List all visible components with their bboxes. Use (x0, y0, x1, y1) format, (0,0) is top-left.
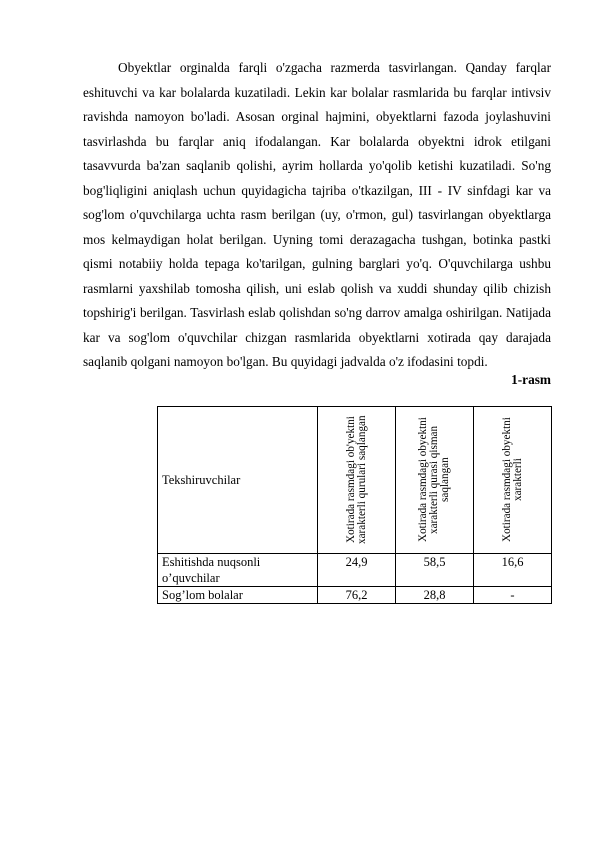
table-row (158, 587, 552, 604)
column-header (318, 407, 396, 554)
table-cell: 28,8 (396, 587, 474, 604)
table-cell: 58,5 (396, 554, 474, 587)
table-cell: 24,9 (318, 554, 396, 587)
table-header-row (158, 407, 552, 554)
table-row (158, 554, 552, 587)
figure-label: 1-rasm (511, 372, 551, 387)
column-header (474, 407, 552, 554)
column-header-text: Xotirada rasmdagi obyektni xarakterli qurasi qisman saqlangan (417, 417, 452, 543)
results-table (157, 406, 552, 604)
table-cell: - (474, 587, 552, 604)
column-header-text: Xotirada rasmdagi ob'yektni xarakterli qurulari saqlangan (344, 415, 368, 545)
body-paragraph: Obyektlar orginalda farqli o'zgacha razmerda tasvirlangan. Qanday farqlar eshituvchi va kar bolalarda kuzatiladi. Lekin kar bolalar rasmlarida bu farqlar intivsiv ravishda namoyon bo'ladi. Asosan orginal hajmini, obyektlarni fazoda joylashuvini tasvirlashda bu farqlar aniq ifodalangan. Kar bolalarda obyektni idrok etilgani tasavvurda ba'zan saqlanib qolishi, ayrim hollarda yo'qolib ketishi kuzatiladi. So'ng bog'liqligini aniqlash uchun quyidagicha tajriba o'tkazilgan, III - IV sinfdagi kar va sog'lom o'quvchilarga uchta rasm berilgan (uy, o'rmon, gul) tasvirlangan obyektlarga mos kelmaydigan holat berilgan. Uyning tomi derazagacha tushgan, botinka pastki qismi notabiiy holda tepaga ko'tarilgan, gulning barglari yo'q. O'quvchilarga ushbu rasmlarni yaxshilab tomosha qilish, uni eslab qolish va xuddi shunday qilib chizish topshirig'i berilgan. Tasvirlash eslab qolishdan so'ng darrov amalga oshirilgan. Natijada kar va sog'lom o'quvchilar chizgan rasmlarida obyektlarni xotirada qay darajada saqlanib qolgani namoyon bo'lgan. Bu quyidagi jadvalda o'z ifodasini topdi. (83, 60, 551, 369)
table-cell: 76,2 (318, 587, 396, 604)
row-label: Eshitishda nuqsonli o’quvchilar (158, 554, 318, 587)
column-header-text: Xotirada rasmdagi obyektni xarakterli (500, 417, 524, 543)
row-label: Sog’lom bolalar (158, 587, 318, 604)
column-header (396, 407, 474, 554)
table-cell: 16,6 (474, 554, 552, 587)
table-corner-header: Tekshiruvchilar (158, 407, 318, 554)
